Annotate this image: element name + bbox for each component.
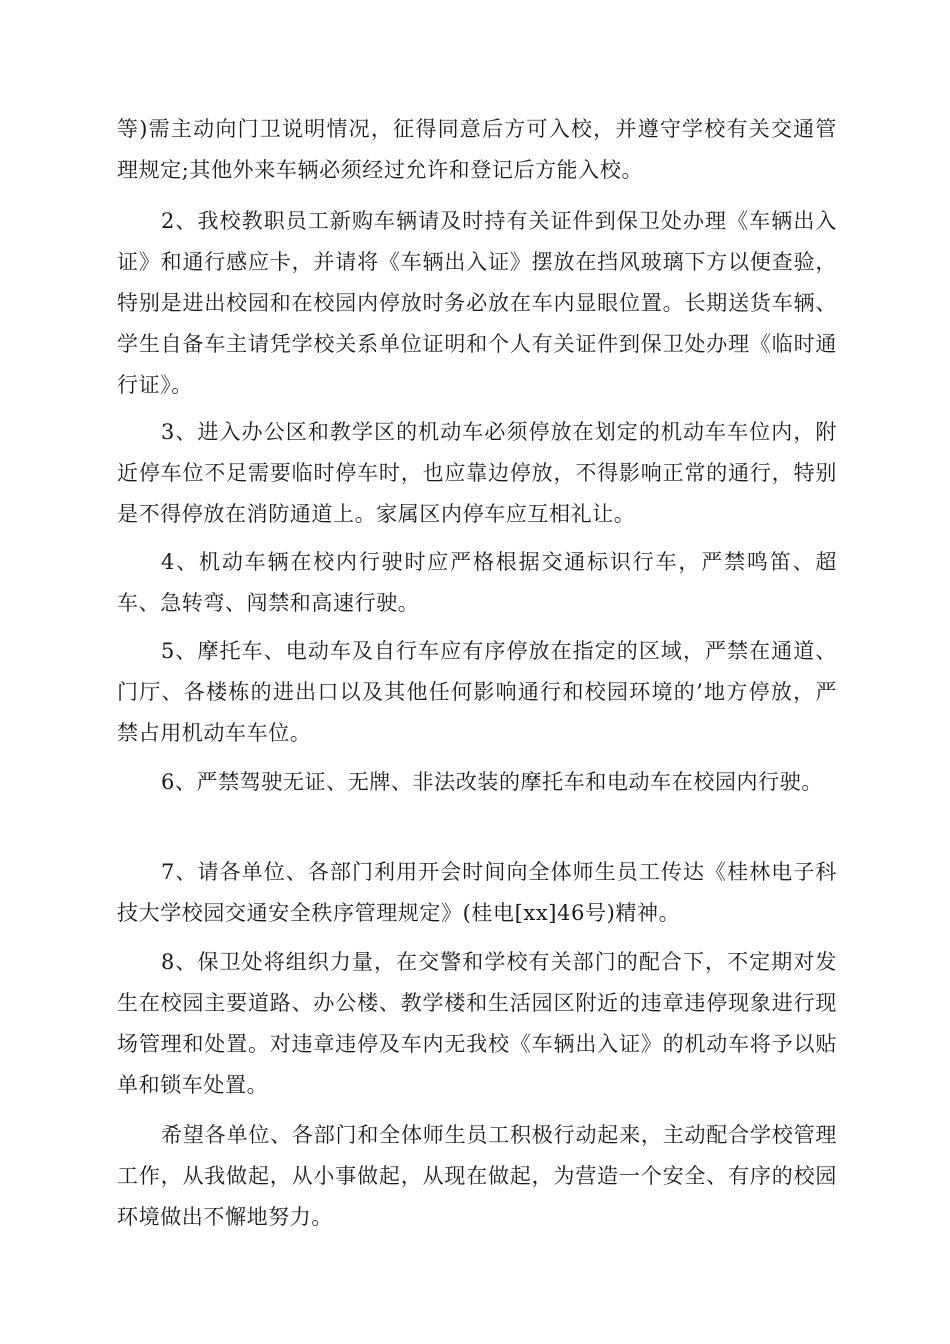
paragraph-item-8: 8、保卫处将组织力量，在交警和学校有关部门的配合下，不定期对发生在校园主要道路、办公楼、教学楼和生活园区附近的违章违停现象进行现场管理和处置。对违章违停及车内无我校《车辆出入证》的机动车将予以贴单和锁车处置。 xyxy=(117,950,837,1097)
paragraph-item-6: 6、严禁驾驶无证、无牌、非法改装的摩托车和电动车在校园内行驶。 xyxy=(161,770,823,794)
paragraph-closing: 希望各单位、各部门和全体师生员工积极行动起来，主动配合学校管理工作，从我做起，从小事做起，从现在做起，为营造一个安全、有序的校园环境做出不懈地努力。 xyxy=(117,1123,837,1229)
paragraph-item-2: 2、我校教职员工新购车辆请及时持有关证件到保卫处办理《车辆出入证》和通行感应卡，并请将《车辆出入证》摆放在挡风玻璃下方以便查验，特别是进出校园和在校园内停放时务必放在车内显眼位置。长期送货车辆、学生自备车主请凭学校关系单位证明和个人有关证件到保卫处办理《临时通行证》。 xyxy=(117,209,837,397)
paragraph-continuation: 等)需主动向门卫说明情况，征得同意后方可入校，并遵守学校有关交通管理规定;其他外来车辆必须经过允许和登记后方能入校。 xyxy=(117,117,837,182)
paragraph-item-3: 3、进入办公区和教学区的机动车必须停放在划定的机动车车位内，附近停车位不足需要临时停车时，也应靠边停放，不得影响正常的通行，特别是不得停放在消防通道上。家属区内停车应互相礼让。 xyxy=(117,420,837,526)
paragraph-item-7: 7、请各单位、各部门利用开会时间向全体师生员工传达《桂林电子科技大学校园交通安全秩序管理规定》(桂电[xx]46号)精神。 xyxy=(117,860,837,925)
paragraph-item-5: 5、摩托车、电动车及自行车应有序停放在指定的区域，严禁在通道、门厅、各楼栋的进出口以及其他任何影响通行和校园环境的’地方停放，严禁占用机动车车位。 xyxy=(117,639,837,745)
paragraph-item-4: 4、机动车辆在校内行驶时应严格根据交通标识行车，严禁鸣笛、超车、急转弯、闯禁和高速行驶。 xyxy=(117,550,837,615)
